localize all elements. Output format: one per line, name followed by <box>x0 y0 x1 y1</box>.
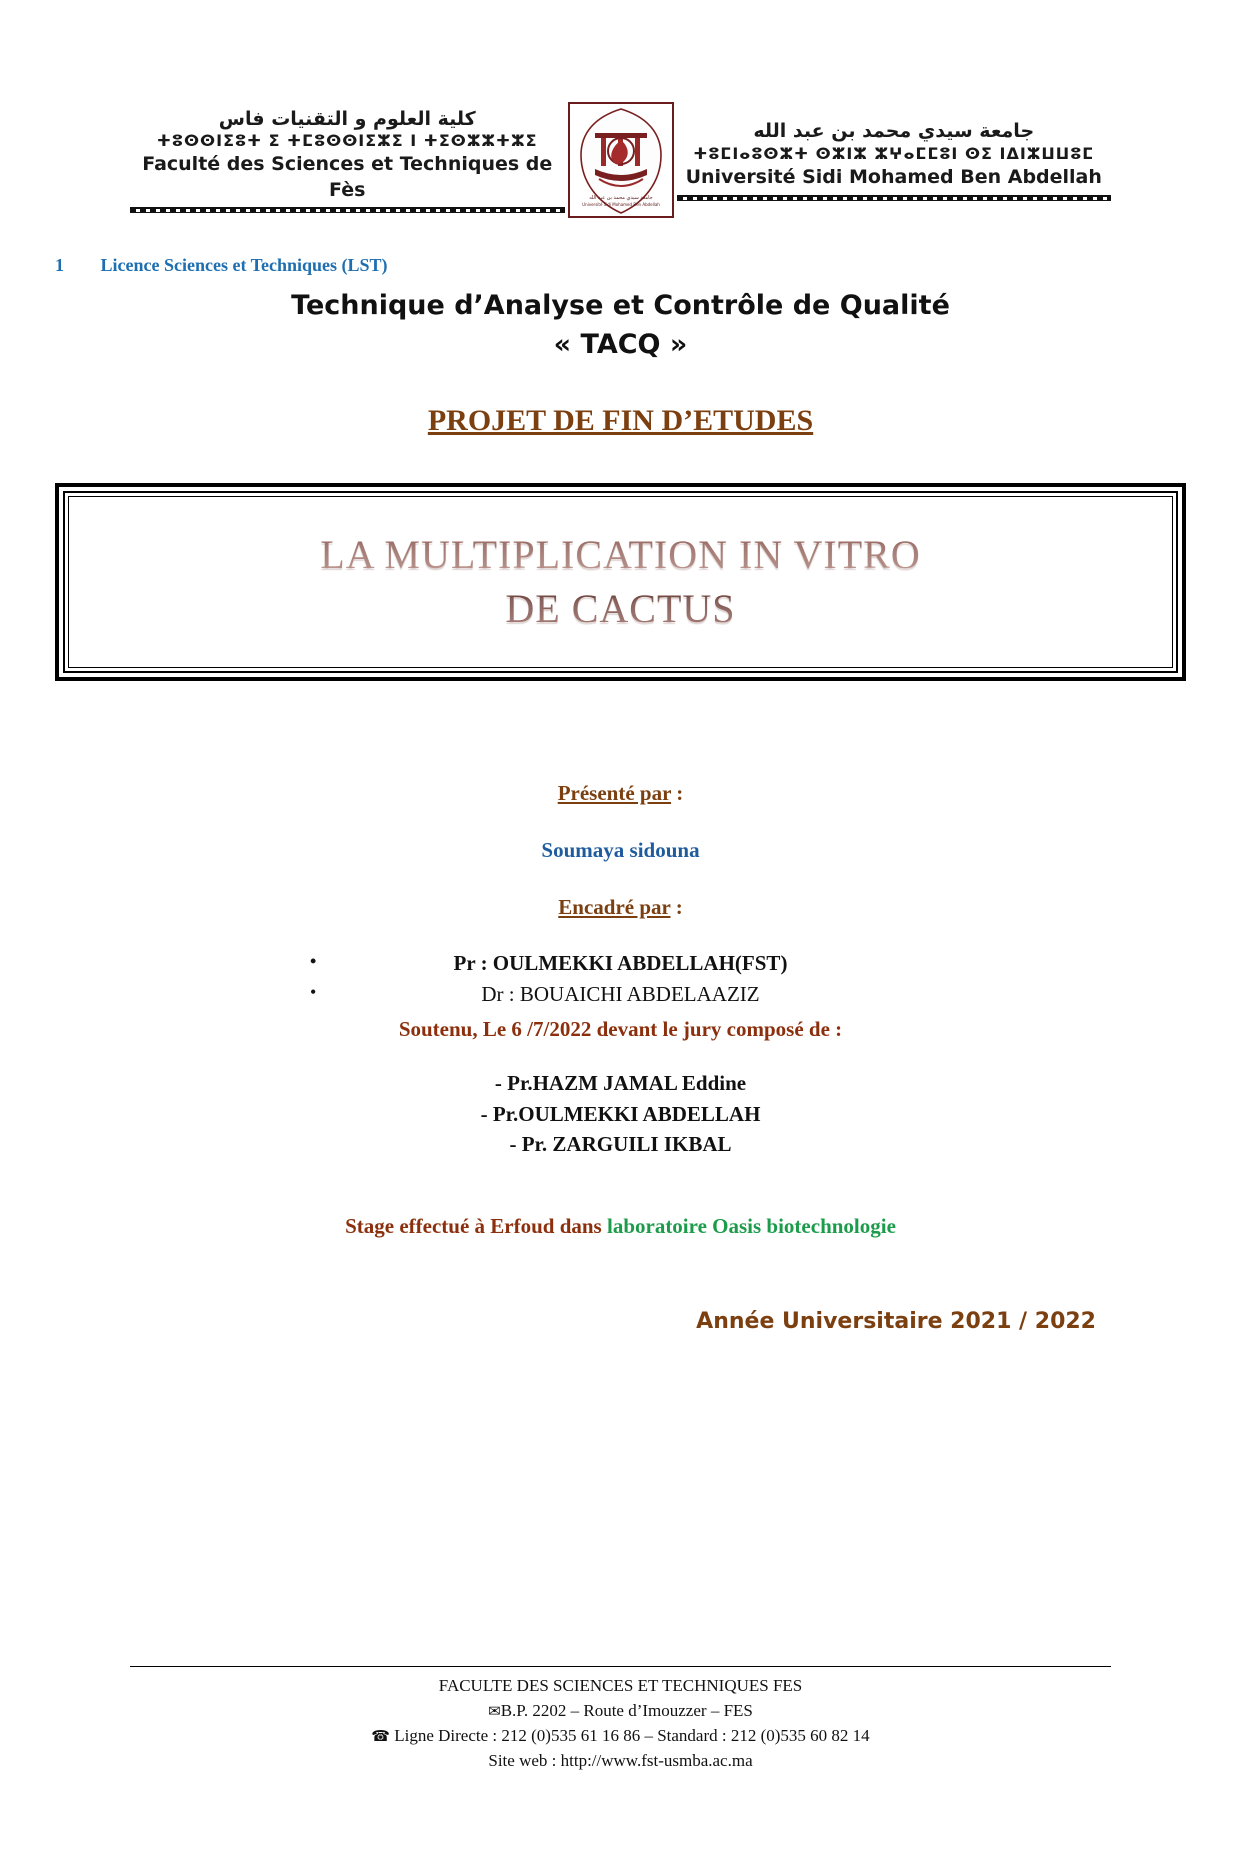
document-footer <box>130 1666 1111 1775</box>
internship-line <box>0 1214 1241 1239</box>
list-item <box>0 948 1241 978</box>
footer-phone-line <box>130 1725 1111 1748</box>
jury-list <box>0 1068 1241 1159</box>
footer-address: B.P. 2202 – Route d’Imouzzer – FES <box>500 1701 753 1721</box>
title-frame-inner <box>63 491 1178 673</box>
title-frame <box>55 483 1186 681</box>
jury-member: - Pr. ZARGUILI IKBAL <box>509 1132 732 1157</box>
internship-prefix: Stage effectué à Erfoud dans <box>345 1214 607 1239</box>
main-title-line2: DE CACTUS <box>505 586 736 632</box>
supervised-by-label <box>0 895 1241 920</box>
university-name-french: Université Sidi Mohamed Ben Abdellah <box>685 165 1102 188</box>
jury-member: - Pr.OULMEKKI ABDELLAH <box>480 1101 761 1126</box>
supervisor-name: Pr : OULMEKKI ABDELLAH(FST) <box>453 951 788 976</box>
footer-website: Site web : http://www.fst-usmba.ac.ma <box>488 1751 753 1771</box>
university-name-tifinagh: ⵜⵓⵎⵏⴰⵓⵙⵣⵜ ⵙⵣⵏⵣ ⵣⵖⴰⵎⵎⵓⵏ ⵙⵉ ⵏⵠⵏⵣⵡⵡⵓⵎ <box>693 144 1095 164</box>
header-faculty-block <box>130 107 565 214</box>
phone-icon: ☎ <box>371 1727 390 1746</box>
footer-divider <box>130 1666 1111 1667</box>
university-name-arabic: جامعة سيدي محمد بن عبد الله <box>753 120 1035 143</box>
main-title <box>320 528 920 636</box>
supervised-by-text: Encadré par <box>558 895 671 920</box>
document-header <box>130 95 1111 225</box>
supervised-by-colon: : <box>670 895 683 920</box>
bullet-icon: • <box>310 951 317 972</box>
faculty-name-french: Faculté des Sciences et Techniques de Fès <box>142 153 553 201</box>
header-divider-left <box>130 207 565 213</box>
presented-by-text: Présenté par <box>557 781 672 806</box>
footer-address-line <box>130 1700 1111 1723</box>
program-title <box>0 286 1241 364</box>
mail-icon: ✉ <box>488 1702 501 1721</box>
academic-year: Année Universitaire 2021 / 2022 <box>696 1309 1096 1335</box>
defense-line: Soutenu, Le 6 /7/2022 devant le jury composé de : <box>398 1017 843 1042</box>
supervisors-list <box>0 948 1241 1009</box>
footer-phone: Ligne Directe : 212 (0)535 61 16 86 – Standard : 212 (0)535 60 82 14 <box>394 1726 870 1746</box>
footer-institution: FACULTE DES SCIENCES ET TECHNIQUES FES <box>438 1676 803 1696</box>
page-number: 1 <box>55 255 64 275</box>
faculty-name-arabic: كلية العلوم و التقنيات فاس <box>218 107 476 130</box>
program-title-line1: Technique d’Analyse et Contrôle de Qualité <box>291 290 950 321</box>
main-title-line1: LA MULTIPLICATION IN VITRO <box>320 532 921 578</box>
student-name: Soumaya sidouna <box>541 838 700 863</box>
svg-text:جامعة سيدي محمد بن عبد الله: جامعة سيدي محمد بن عبد الله <box>588 195 653 201</box>
presented-by-colon: : <box>671 781 684 806</box>
document-type-heading: PROJET DE FIN D’ETUDES <box>427 404 814 438</box>
credits-block <box>0 781 1241 1239</box>
jury-member: - Pr.HAZM JAMAL Eddine <box>494 1071 747 1096</box>
title-frame-inner2 <box>68 496 1173 668</box>
header-divider-right <box>677 195 1112 201</box>
bullet-icon: • <box>310 981 317 1002</box>
faculty-name-tifinagh: ⵜⵓⵙⵙⵏⵉⵓⵜ ⵉ ⵜⵎⵓⵙⵙⵏⵉⵣⵉ ⵏ ⵜⵉⵙⵣⵣⵜⵣⵉ <box>156 131 538 151</box>
header-university-block <box>677 119 1112 200</box>
university-seal-logo <box>565 100 677 220</box>
svg-text:Université Sidi Mohamed Ben Ab: Université Sidi Mohamed Ben Abdellah <box>581 202 660 207</box>
list-item <box>0 979 1241 1009</box>
program-line <box>55 255 1241 276</box>
internship-lab: laboratoire Oasis biotechnologie <box>606 1214 896 1239</box>
program-label: Licence Sciences et Techniques (LST) <box>100 255 388 275</box>
document-page <box>0 95 1241 1850</box>
program-title-line2: « TACQ » <box>553 329 688 361</box>
supervisor-name: Dr : BOUAICHI ABDELAAZIZ <box>481 981 760 1006</box>
presented-by-label <box>0 781 1241 806</box>
